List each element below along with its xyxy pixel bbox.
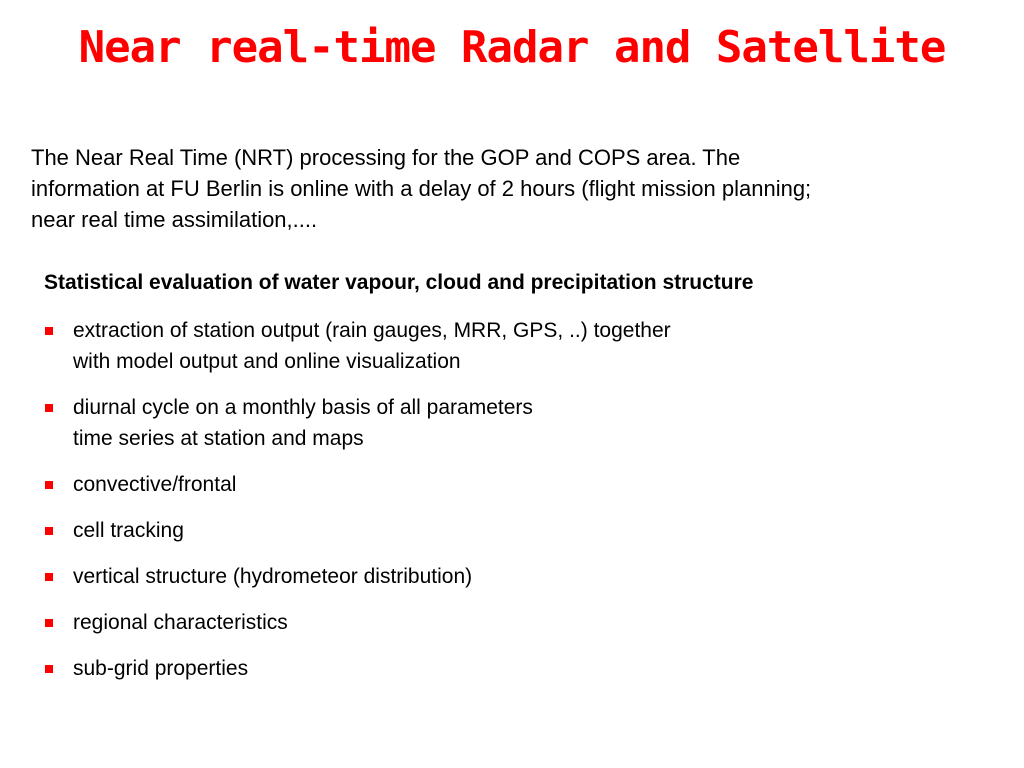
bullet-text: sub-grid properties (73, 657, 249, 680)
square-bullet-icon (45, 481, 53, 489)
bullet-item (44, 653, 984, 684)
bullet-item (44, 315, 984, 377)
section-heading: Statistical evaluation of water vapour, cloud and precipitation structure (44, 271, 754, 294)
bullet-item (44, 392, 984, 454)
bullet-text: convective/frontal (73, 473, 237, 496)
intro-line: near real time assimilation,.... (31, 207, 318, 232)
bullet-item (44, 469, 984, 500)
intro-line: The Near Real Time (NRT) processing for the GOP and COPS area. The (31, 145, 741, 170)
intro-line: information at FU Berlin is online with a delay of 2 hours (flight mission planning; (31, 176, 812, 201)
bullet-text: diurnal cycle on a monthly basis of all parameters (73, 396, 533, 419)
bullet-list (44, 315, 984, 699)
bullet-text: cell tracking (73, 519, 184, 542)
bullet-text: time series at station and maps (73, 427, 364, 450)
square-bullet-icon (45, 573, 53, 581)
intro-paragraph (31, 142, 991, 235)
square-bullet-icon (45, 327, 53, 335)
bullet-text: with model output and online visualization (73, 350, 461, 373)
bullet-text: extraction of station output (rain gauges, MRR, GPS, ..) together (73, 319, 671, 342)
square-bullet-icon (45, 665, 53, 673)
slide-title: Near real-time Radar and Satellite (78, 22, 946, 73)
bullet-text: regional characteristics (73, 611, 288, 634)
bullet-item (44, 561, 984, 592)
square-bullet-icon (45, 619, 53, 627)
bullet-item (44, 515, 984, 546)
square-bullet-icon (45, 527, 53, 535)
bullet-item (44, 607, 984, 638)
bullet-text: vertical structure (hydrometeor distribution) (73, 565, 473, 588)
square-bullet-icon (45, 404, 53, 412)
